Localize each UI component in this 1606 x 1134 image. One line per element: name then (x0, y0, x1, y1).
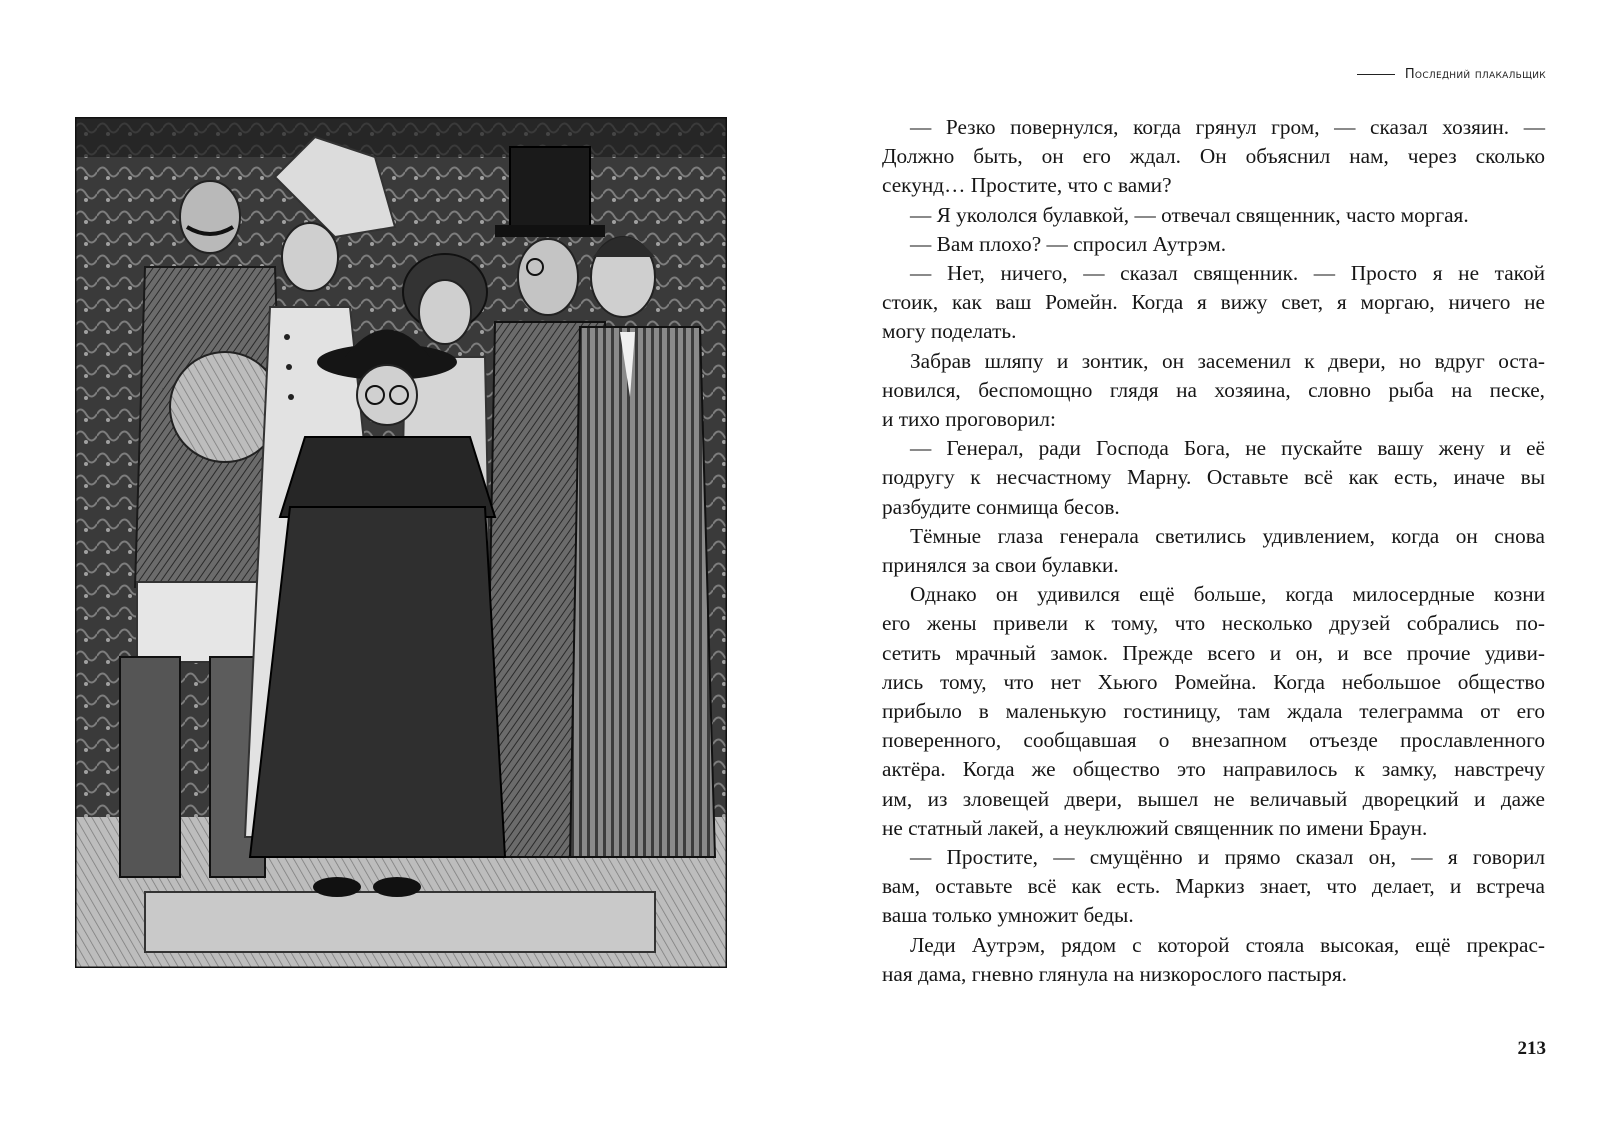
text-line: новился, беспомощно глядя на хозяина, словно рыба на песке, (882, 377, 1545, 402)
text-line: Должно быть, он его ждал. Он объяснил нам, через сколько (882, 144, 1545, 169)
text-line: могу поделать. (882, 319, 1017, 344)
illustration (75, 117, 727, 968)
paragraph (882, 522, 1545, 580)
running-head-rule (1357, 74, 1395, 75)
text-line: — Я укололся булавкой, — отвечал священник, часто моргая. (910, 202, 1469, 227)
paragraph (882, 201, 1545, 230)
text-line: Однако он удивился ещё больше, когда милосердные козни (910, 582, 1545, 607)
figure-young-man (570, 237, 715, 857)
text-line: актёра. Когда же общество это направилось к замку, навстречу (882, 757, 1545, 782)
text-line: — Вам плохо? — спросил Аутрэм. (910, 231, 1227, 256)
text-line: разбудите сонмища бесов. (882, 494, 1120, 519)
text-line: лись тому, что нет Хьюго Ромейна. Когда небольшое общество (882, 669, 1545, 694)
text-line: — Простите, — смущённо и прямо сказал он, — я говорил (910, 845, 1545, 870)
paragraph (882, 347, 1545, 435)
text-line: ная дама, гневно глянула на низкорослого пастыря. (882, 961, 1348, 986)
text-line: ваша только умножит беды. (882, 903, 1134, 928)
text-line: Забрав шляпу и зонтик, он засеменил к двери, но вдруг оста- (910, 348, 1545, 373)
paragraph (882, 230, 1545, 259)
text-line: подругу к несчастному Марну. Оставьте всё как есть, иначе вы (882, 465, 1545, 490)
paragraph (882, 259, 1545, 347)
text-line: стоик, как ваш Ромейн. Когда я вижу свет, я моргаю, ничего не (882, 290, 1545, 315)
text-line: сетить мрачный замок. Прежде всего и он, и все прочие удиви- (882, 640, 1545, 665)
text-line: — Резко повернулся, когда грянул гром, — сказал хозяин. — (910, 115, 1545, 139)
text-line: — Генерал, ради Господа Бога, не пускайте вашу жену и её (910, 436, 1545, 461)
text-line: поверенного, сообщавшая о внезапном отъезде прославленного (882, 728, 1545, 753)
running-head (1357, 64, 1546, 84)
paragraph (882, 434, 1545, 522)
text-line: секунд… Простите, что с вами? (882, 173, 1172, 198)
text-line: Леди Аутрэм, рядом с которой стояла высокая, ещё прекрас- (910, 932, 1545, 957)
text-line: прибыло в маленькую гостиницу, там ждала телеграмма от его (882, 699, 1545, 724)
text-line: принялся за свои булавки. (882, 553, 1119, 578)
running-head-title: Последний плакальщик (1404, 66, 1546, 82)
paragraph (882, 931, 1545, 989)
body-text (882, 113, 1545, 989)
text-line: вам, оставьте всё как есть. Маркиз знает, что делает, и встреча (882, 874, 1545, 899)
text-line: и тихо проговорил: (882, 407, 1056, 432)
paragraph (882, 113, 1545, 201)
text-line: Тёмные глаза генерала светились удивлением, когда он снова (910, 523, 1545, 548)
text-line: им, из зловещей двери, вышел не величавый дворецкий и даже (882, 786, 1545, 811)
text-line: его жены привели к тому, что несколько друзей собрались по- (882, 611, 1545, 636)
paragraph (882, 843, 1545, 931)
paragraph (882, 580, 1545, 843)
text-line: — Нет, ничего, — сказал священник. — Просто я не такой (910, 261, 1545, 286)
page-number: 213 (1517, 1038, 1546, 1059)
text-line: не статный лакей, а неуклюжий священник по имени Браун. (882, 815, 1428, 840)
